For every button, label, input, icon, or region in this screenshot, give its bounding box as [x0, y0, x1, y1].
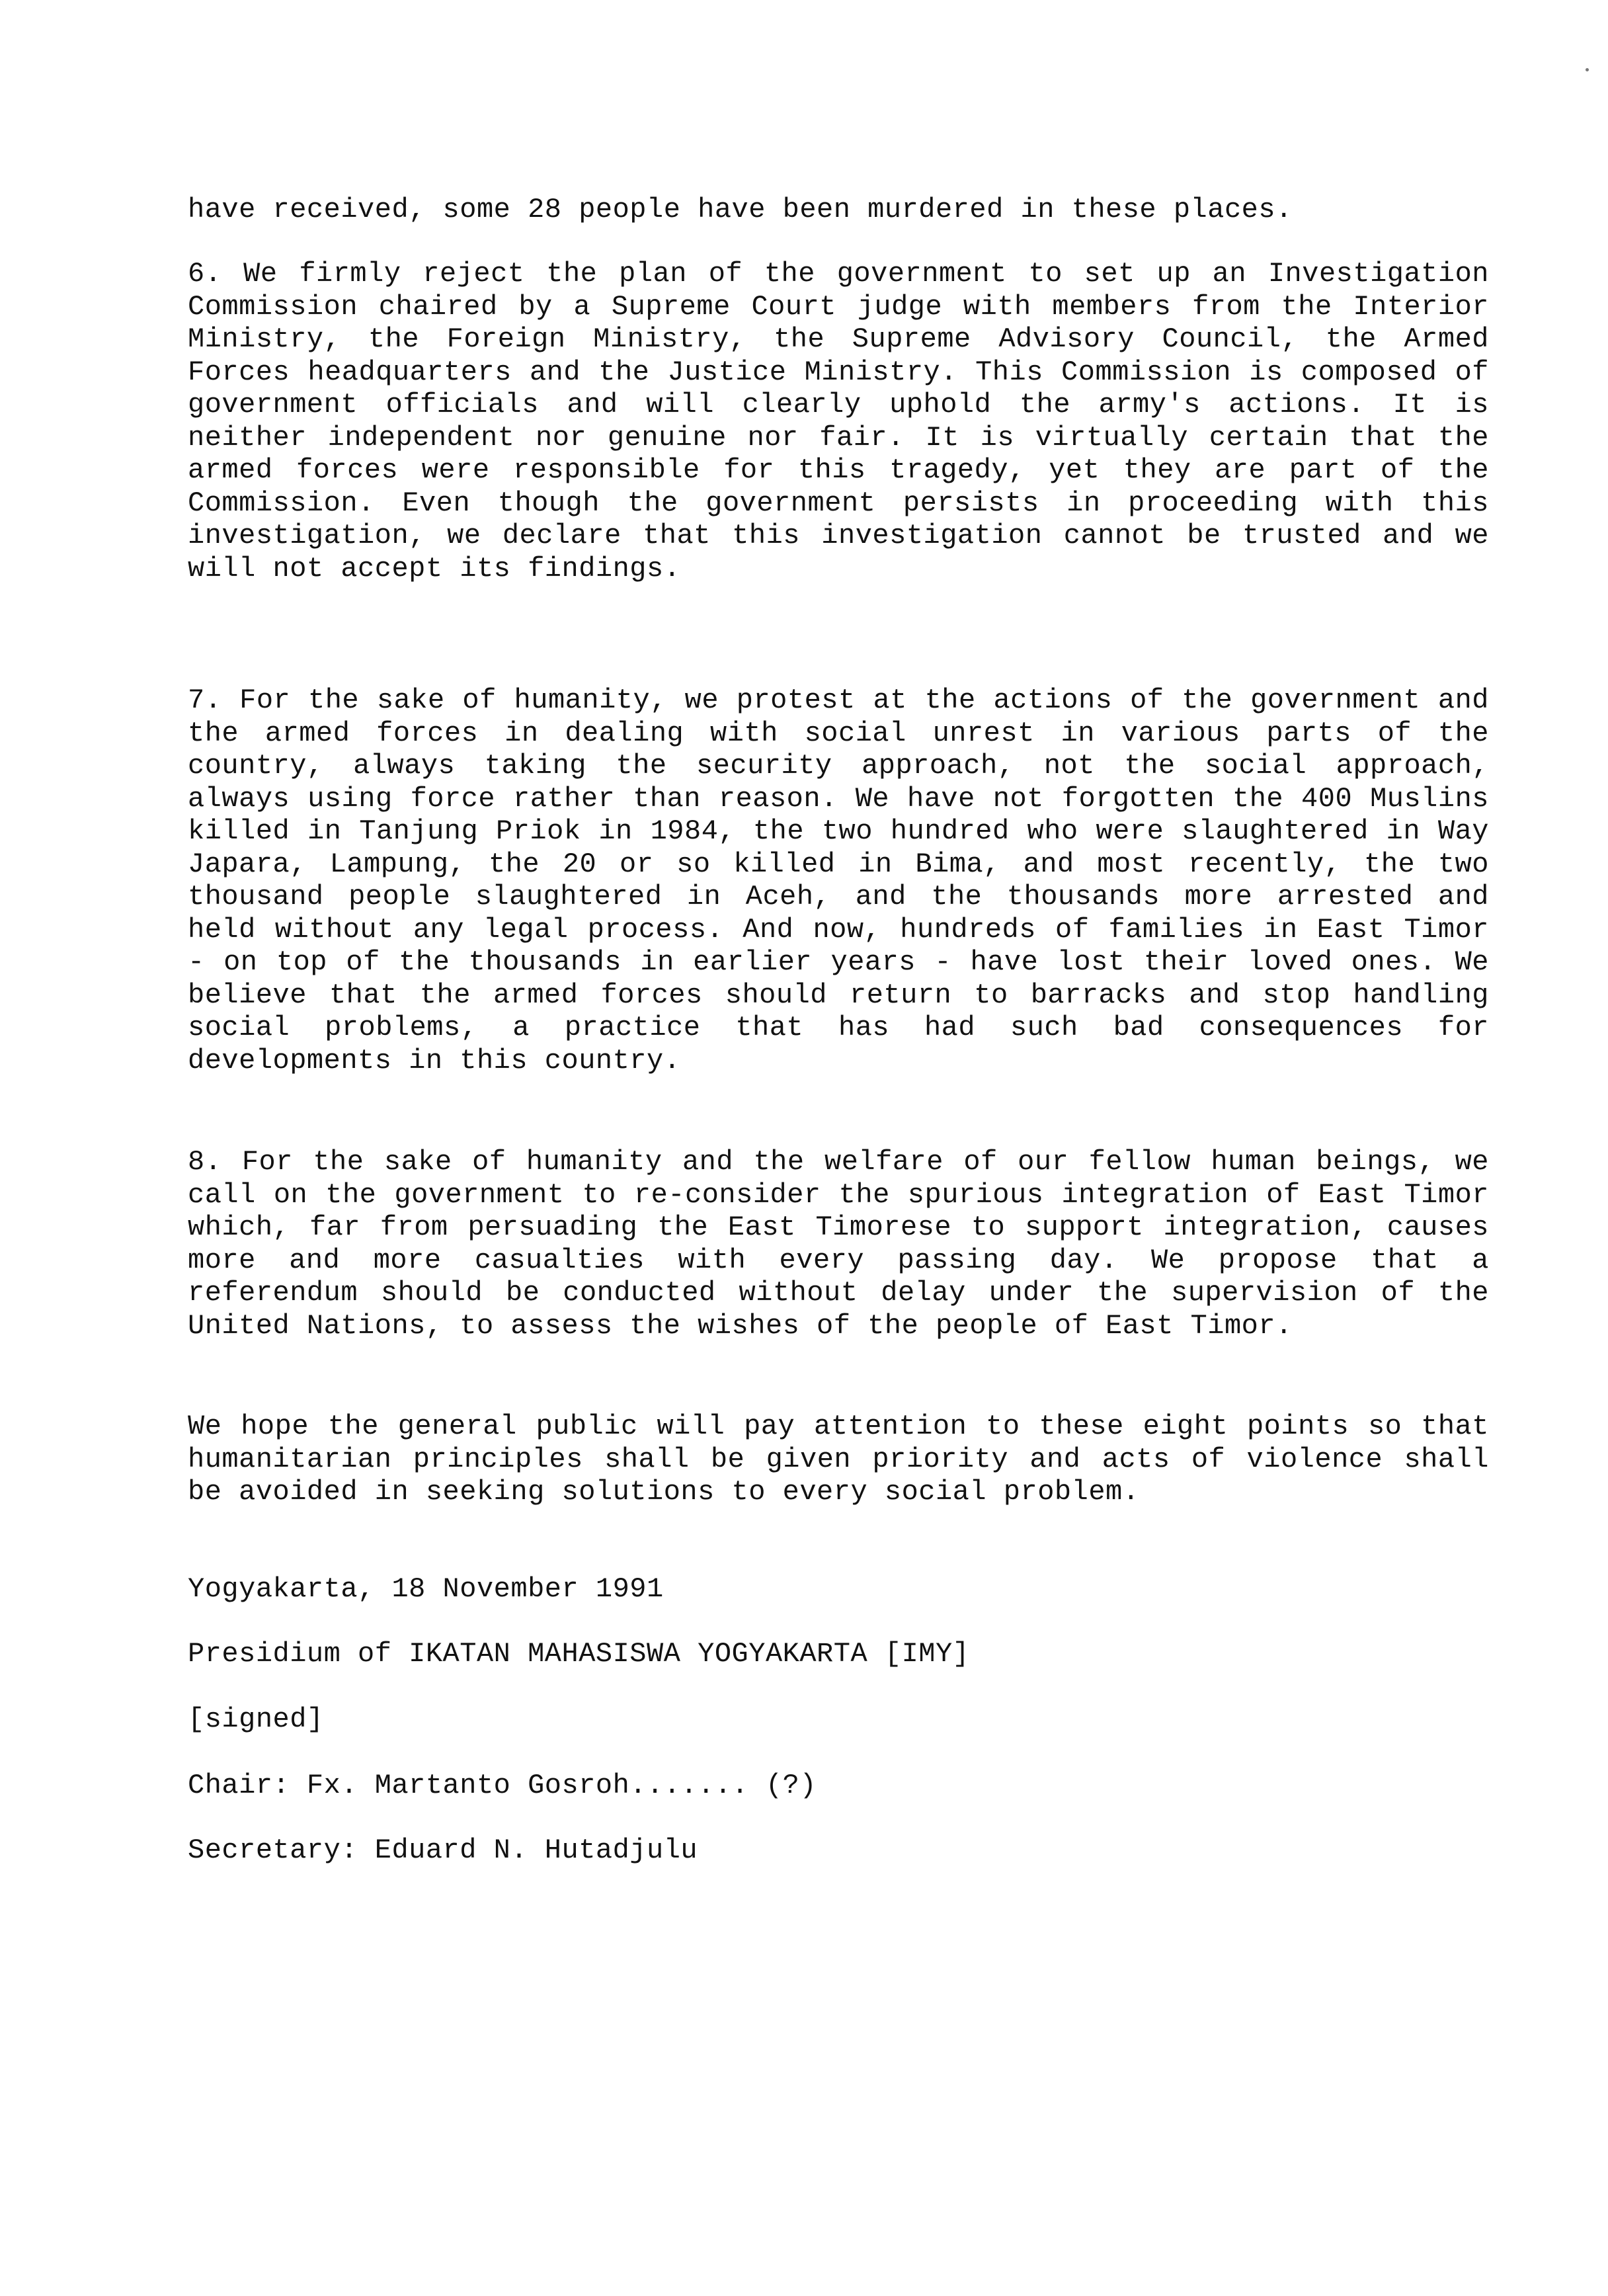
paragraph-8: 8. For the sake of humanity and the welfare of our fellow human beings, we call on the government to re-consider the spurious integration of East Timor which, far from persuading the East Timorese to support integration, causes more and more casualties with every passing day. We propose that a referendum should be conducted without delay under the supervision of the United Nations, to assess the wishes of the people of East Timor.: [188, 1146, 1489, 1342]
scan-speck: [1586, 68, 1589, 71]
chair-line: Chair: Fx. Martanto Gosroh....... (?): [188, 1770, 817, 1801]
presidium-line: Presidium of IKATAN MAHASISWA YOGYAKARTA [IMY]: [188, 1638, 970, 1670]
signed-note: [signed]: [188, 1703, 324, 1735]
paragraph-7: 7. For the sake of humanity, we protest at the actions of the government and the armed forces in dealing with social unrest in various parts of the country, always taking the security approach, not the social approach, always using force rather than reason. We have not forgotten the 400 Muslins killed in Tanjung Priok in 1984, the two hundred who were slaughtered in Way Japara, Lampung, the 20 or so killed in Bima, and most recently, the two thousand people slaughtered in Aceh, and the thousands more arrested and held without any legal process. And now, hundreds of families in East Timor - on top of the thousands in earlier years - have lost their loved ones. We believe that the armed forces should return to barracks and stop handling social problems, a practice that has had such bad consequences for developments in this country.: [188, 684, 1489, 1077]
secretary-line: Secretary: Eduard N. Hutadjulu: [188, 1834, 698, 1866]
intro-line: have received, some 28 people have been murdered in these places.: [188, 194, 1293, 226]
closing-paragraph: We hope the general public will pay attention to these eight points so that humanitarian principles shall be given priority and acts of violence shall be avoided in seeking solutions to every social problem.: [188, 1411, 1489, 1508]
place-date: Yogyakarta, 18 November 1991: [188, 1573, 664, 1605]
paragraph-6: 6. We firmly reject the plan of the government to set up an Investigation Commission chaired by a Supreme Court judge with members from the Interior Ministry, the Foreign Ministry, the Supreme Advisory Council, the Armed Forces headquarters and the Justice Ministry. This Commission is composed of government officials and will clearly uphold the army's actions. It is neither independent nor genuine nor fair. It is virtually certain that the armed forces were responsible for this tragedy, yet they are part of the Commission. Even though the government persists in proceeding with this investigation, we declare that this investigation cannot be trusted and we will not accept its findings.: [188, 258, 1489, 585]
